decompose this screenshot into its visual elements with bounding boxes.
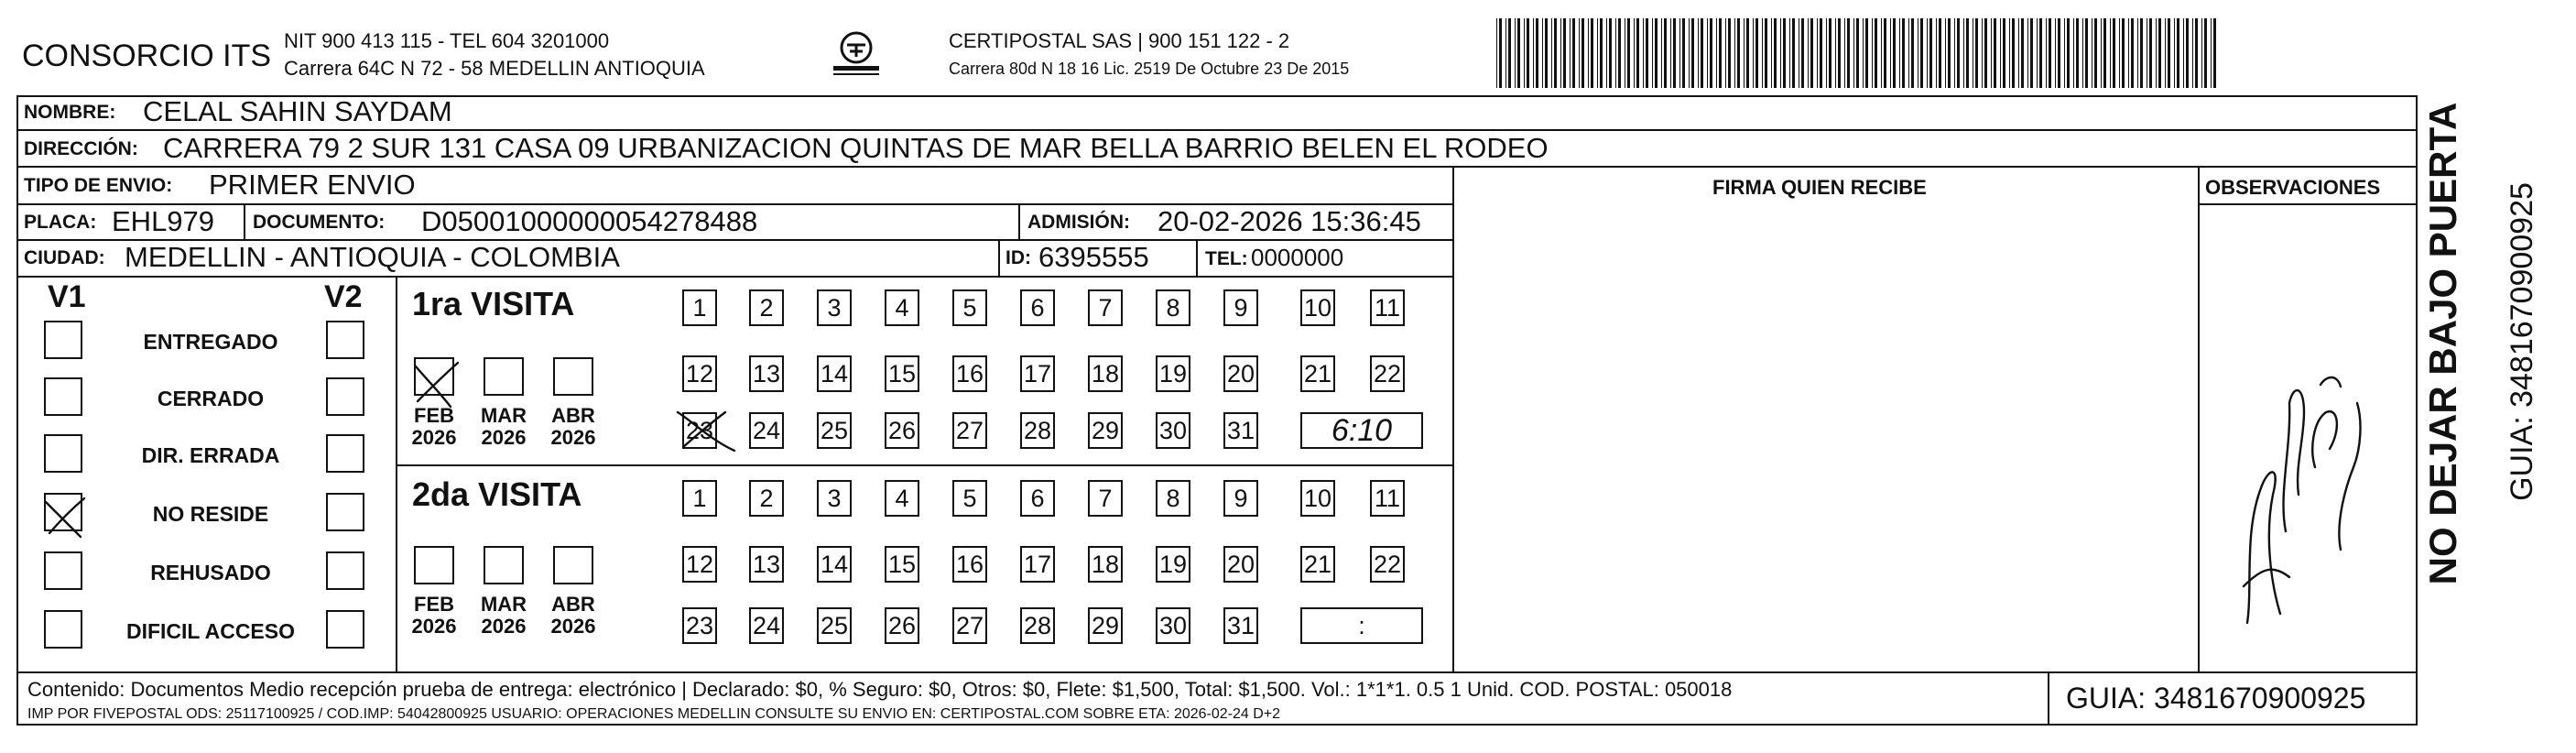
month-checkbox[interactable] [553,357,593,396]
no-dejar-text: NO DEJAR BAJO PUERTA [2421,102,2464,585]
v2-checkbox[interactable] [326,610,364,649]
id-label: ID: [1005,247,1031,268]
v2-checkbox[interactable] [326,551,364,590]
day-cell[interactable]: 6 [1020,289,1055,326]
day-cell[interactable]: 6 [1020,480,1055,517]
certipostal-logo [806,27,907,81]
v1-header: V1 [48,279,86,314]
company-name: CONSORCIO ITS [22,38,272,73]
day-cell[interactable]: 19 [1156,355,1190,392]
nombre-label: NOMBRE: [24,102,116,123]
nombre-value: CELAL SAHIN SAYDAM [143,95,452,127]
v2-checkbox[interactable] [326,493,364,531]
year-label: 2026 [550,615,596,638]
day-cell[interactable]: 15 [885,355,919,392]
day-cell[interactable]: 12 [682,355,717,392]
side-guia-text: GUIA: 3481670900925 [2505,182,2539,501]
feb-checkmark [410,359,465,414]
day-cell[interactable]: 27 [952,607,987,644]
direccion-value: CARRERA 79 2 SUR 131 CASA 09 URBANIZACION QUINTAS DE MAR BELLA BARRIO BELEN EL RODEO [163,132,1549,164]
ciudad-label: CIUDAD: [24,247,105,268]
day-cell[interactable]: 7 [1088,289,1123,326]
day-cell[interactable]: 14 [817,355,852,392]
day-cell[interactable]: 14 [817,546,852,583]
observaciones-header: OBSERVACIONES [2205,176,2381,199]
no-reside-checkmark [40,493,92,544]
footer-details: IMP POR FIVEPOSTAL ODS: 25117100925 / COD.IMP: 54042800925 USUARIO: OPERACIONES MEDELLIN CONSULTE SU ENVIO EN: CERTIPOSTAL.COM SOBRE ETA: 2026-02-24 D+2 [27,706,1281,722]
second-visit-time[interactable] [1300,607,1423,644]
day-cell[interactable]: 10 [1300,289,1335,326]
day-cell[interactable]: 10 [1300,480,1335,517]
day-cell[interactable]: 4 [885,289,919,326]
day-cell[interactable]: 23 [682,607,717,644]
footer-guia: GUIA: 3481670900925 [2066,682,2366,715]
status-label: DIFICIL ACCESO [125,619,295,643]
company-nit: NIT 900 413 115 - TEL 604 3201000 [284,29,610,52]
day-cell[interactable]: 24 [749,412,784,449]
v1-checkbox[interactable] [44,377,82,416]
day-cell[interactable]: 29 [1088,607,1123,644]
day-cell[interactable]: 5 [952,480,987,517]
day-cell[interactable]: 9 [1223,289,1258,326]
admision-label: ADMISIÓN: [1027,212,1130,233]
direccion-label: DIRECCIÓN: [24,138,138,159]
day-cell[interactable]: 30 [1156,412,1190,449]
day-cell[interactable]: 22 [1370,355,1405,392]
month-label: ABR [551,404,595,427]
v2-checkbox[interactable] [326,377,364,416]
month-checkbox[interactable] [553,546,593,584]
documento-value: D05001000000054278488 [421,205,758,237]
tipo-envio-label: TIPO DE ENVIO: [24,175,173,196]
second-visit-title: 2da VISITA [412,475,582,513]
day-cell[interactable]: 3 [817,289,852,326]
year-label: 2026 [411,426,457,450]
year-label: 2026 [550,426,596,450]
day-cell[interactable]: 2 [749,289,784,326]
day-cell[interactable]: 28 [1020,607,1055,644]
tel-value: 0000000 [1251,244,1344,271]
day-cell[interactable]: 18 [1088,546,1123,583]
placa-label: PLACA: [24,212,97,233]
tel-label: TEL: [1205,248,1248,269]
day-cell[interactable]: 31 [1223,412,1258,449]
day-cell[interactable]: 19 [1156,546,1190,583]
day-cell[interactable]: 31 [1223,607,1258,644]
v2-header: V2 [324,279,363,314]
first-visit-title: 1ra VISITA [412,285,575,322]
id-value: 6395555 [1038,241,1149,273]
month-year-label [476,594,531,638]
ciudad-value: MEDELLIN - ANTIOQUIA - COLOMBIA [125,241,620,273]
month-year-label [546,405,601,449]
carrier-license: Carrera 80d N 18 16 Lic. 2519 De Octubre 23 De 2015 [949,60,1350,78]
month-checkbox[interactable] [414,546,454,584]
documento-label: DOCUMENTO: [253,212,386,233]
month-label: MAR [480,404,527,427]
day-cell[interactable]: 30 [1156,607,1190,644]
day-cell[interactable]: 20 [1223,355,1258,392]
day-cell[interactable]: 20 [1223,546,1258,583]
day-cell[interactable]: 21 [1300,355,1335,392]
month-checkbox[interactable] [484,357,524,396]
month-label: MAR [480,593,527,616]
handwritten-note [2225,348,2381,660]
day-cell[interactable]: 13 [749,546,784,583]
day-cell[interactable]: 27 [952,412,987,449]
month-year-label [546,594,601,638]
day-cell[interactable]: 8 [1156,480,1190,517]
day-cell[interactable]: 26 [885,412,919,449]
day-cell[interactable]: 4 [885,480,919,517]
month-year-label [476,405,531,449]
firma-header: FIRMA QUIEN RECIBE [1712,176,1927,199]
day-cell[interactable]: 22 [1370,546,1405,583]
side-panel [2418,95,2539,645]
day-cell[interactable]: 1 [682,289,717,326]
status-label: DIR. ERRADA [141,443,280,467]
tipo-envio-value: PRIMER ENVIO [209,169,416,201]
year-label: 2026 [481,615,527,638]
day-cell[interactable]: 3 [817,480,852,517]
day-cell[interactable]: 25 [817,607,852,644]
day-cell[interactable]: 25 [817,412,852,449]
day-cell[interactable]: 13 [749,355,784,392]
day-cell[interactable]: 11 [1370,480,1405,517]
year-label: 2026 [481,426,527,450]
v2-checkbox[interactable] [326,321,364,359]
month-label: FEB [414,593,454,616]
status-label: CERRADO [157,387,265,410]
v1-checkbox[interactable] [44,610,82,649]
day-cell[interactable]: 29 [1088,412,1123,449]
barcode [1496,18,2225,88]
carrier-name: CERTIPOSTAL SAS | 900 151 122 - 2 [949,29,1290,52]
day-cell[interactable]: 26 [885,607,919,644]
day-cell[interactable]: 12 [682,546,717,583]
day-cell[interactable]: 16 [952,355,987,392]
day-cell[interactable]: 18 [1088,355,1123,392]
year-label: 2026 [411,615,457,638]
day-cell[interactable]: 1 [682,480,717,517]
placa-value: EHL979 [112,205,215,237]
day-cell[interactable]: 17 [1020,546,1055,583]
v1-checkbox[interactable] [44,434,82,473]
status-label: ENTREGADO [143,330,278,354]
day-cell[interactable]: 24 [749,607,784,644]
status-label: NO RESIDE [152,502,269,526]
footer-content: Contenido: Documentos Medio recepción prueba de entrega: electrónico | Declarado: $0, % Seguro: $0, Otros: $0, Flete: $1,500, Total: $1,500. Vol.: 1*1*1. 0.5 1 Unid. COD. POSTAL: 050018 [27,678,1733,701]
day-cell[interactable]: 17 [1020,355,1055,392]
month-year-label [407,594,462,638]
day-cell[interactable]: 9 [1223,480,1258,517]
status-label: REHUSADO [150,561,271,584]
day-cell[interactable]: 2 [749,480,784,517]
month-checkbox[interactable] [484,546,524,584]
company-address: Carrera 64C N 72 - 58 MEDELLIN ANTIOQUIA [284,57,705,80]
day-cell[interactable]: 28 [1020,412,1055,449]
day-cell[interactable]: 23 [682,412,717,449]
v2-checkbox[interactable] [326,434,364,473]
first-visit-time[interactable] [1300,412,1423,449]
v1-checkbox[interactable] [44,321,82,359]
day-cell[interactable]: 7 [1088,480,1123,517]
month-label: ABR [551,593,595,616]
day-23-mark [674,403,747,458]
day-cell[interactable]: 16 [952,546,987,583]
admision-value: 20-02-2026 15:36:45 [1158,205,1421,237]
month-label: FEB [414,404,454,427]
day-cell[interactable]: 21 [1300,546,1335,583]
day-cell[interactable]: 15 [885,546,919,583]
day-cell[interactable]: 5 [952,289,987,326]
day-cell[interactable]: 11 [1370,289,1405,326]
first-visit-time-value: 6:10 [1331,412,1393,448]
second-visit-time-value: : [1358,611,1365,639]
v1-checkbox[interactable] [44,551,82,590]
day-cell[interactable]: 8 [1156,289,1190,326]
